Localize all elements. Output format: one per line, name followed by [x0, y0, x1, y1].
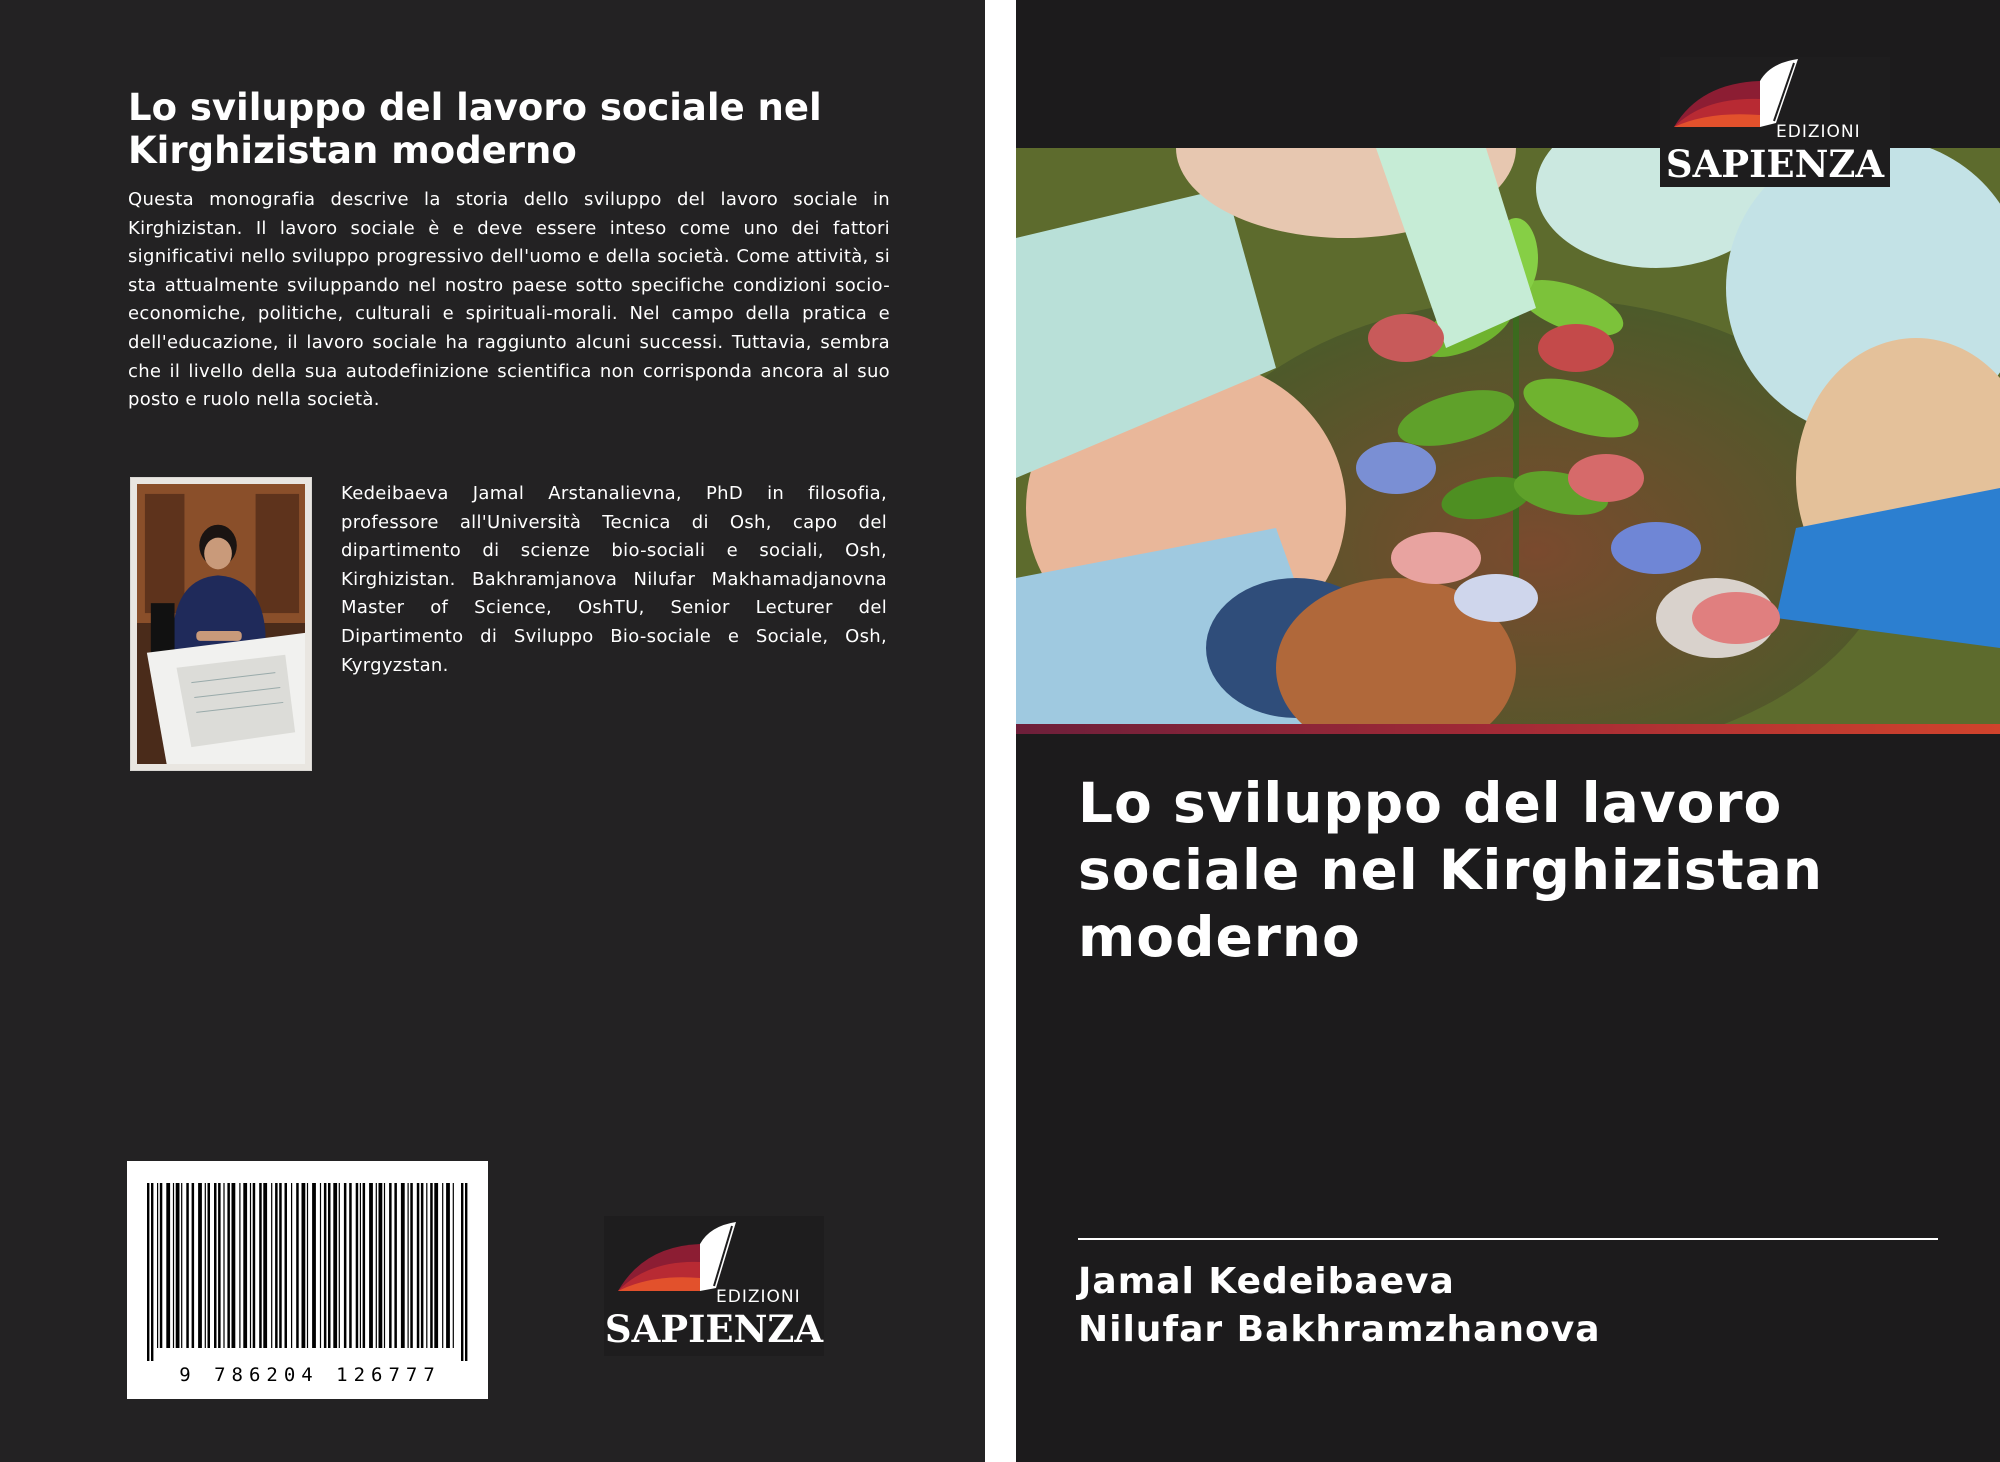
barcode-bar	[356, 1183, 359, 1348]
barcode-bar	[166, 1183, 170, 1348]
barcode-number: 9 786204 126777	[179, 1364, 441, 1386]
barcode-bar	[285, 1183, 288, 1348]
barcode-bar	[302, 1183, 306, 1348]
book-fan-icon	[618, 1222, 736, 1291]
barcode-bar	[339, 1183, 340, 1348]
barcode-bar	[291, 1183, 292, 1348]
author-name: Jamal Kedeibaeva	[1078, 1261, 1455, 1302]
barcode-bar	[147, 1183, 149, 1361]
barcode-bar	[218, 1183, 221, 1348]
barcode-bar	[279, 1183, 282, 1348]
publisher-line2: SAPIENZA	[604, 1307, 824, 1351]
barcode-bar	[363, 1183, 366, 1348]
book-fan-icon	[1674, 59, 1798, 127]
publisher-logo-back	[604, 1216, 824, 1356]
back-cover-description: Questa monografia descrive la storia dello sviluppo del lavoro sociale in Kirghizistan. Il lavoro sociale è e deve essere inteso come uno dei fattori significativi nello sviluppo progressivo dell'uomo e della società. Come attività, si sta attualmente sviluppando nel nostro paese sotto specifiche condizioni socio-economiche, politiche, culturali e spirituali-morali. Nel campo della pratica e dell'educazione, il lavoro sociale ha raggiunto alcuni successi. Tuttavia, sembra che il livello della sua autodefinizione scientifica non corrisponda ancora al suo posto e ruolo nella società.	[128, 189, 890, 411]
barcode-bar	[421, 1183, 424, 1348]
barcode-bar	[239, 1183, 240, 1348]
barcode-bar	[259, 1183, 262, 1348]
barcode-bar	[426, 1183, 427, 1348]
barcode-bar	[417, 1183, 420, 1348]
barcode-bar	[349, 1183, 352, 1348]
barcode-bar	[263, 1183, 267, 1348]
barcode-bar	[186, 1183, 189, 1348]
barcode-bar	[453, 1183, 454, 1348]
back-cover-title: Lo sviluppo del lavoro sociale nel Kirghizistan moderno	[128, 86, 822, 172]
publisher-line1-front: EDIZIONI	[1776, 122, 1861, 142]
publisher-logo-front	[1660, 57, 1890, 187]
barcode-bar	[434, 1183, 438, 1348]
cover-photo	[1016, 148, 2000, 724]
back-cover	[0, 0, 985, 1462]
barcode-bar	[275, 1183, 278, 1348]
barcode-bar	[408, 1183, 409, 1348]
barcode-bar	[250, 1183, 251, 1348]
barcode-bar	[227, 1183, 230, 1348]
barcode	[127, 1161, 488, 1399]
barcode-bar	[205, 1183, 206, 1348]
barcode-bar	[296, 1183, 299, 1348]
barcode-bar	[376, 1183, 377, 1348]
accent-bar	[1016, 724, 2000, 734]
barcode-bar	[160, 1183, 163, 1348]
barcode-bar	[430, 1183, 433, 1348]
barcode-bar	[312, 1183, 316, 1348]
barcode-bar	[461, 1183, 463, 1361]
barcode-bar	[243, 1183, 247, 1348]
barcode-bar	[198, 1183, 202, 1348]
barcode-bar	[320, 1183, 321, 1348]
barcode-bar	[379, 1183, 383, 1348]
barcode-bar	[232, 1183, 236, 1348]
barcode-bar	[360, 1183, 361, 1348]
barcode-bar	[369, 1183, 373, 1348]
front-cover-authors	[1078, 1258, 1938, 1354]
author-name: Nilufar Bakhramzhanova	[1078, 1309, 1601, 1350]
barcode-bar	[307, 1183, 308, 1348]
barcode-bar	[271, 1183, 272, 1348]
author-photo	[130, 477, 312, 771]
barcode-bar	[442, 1183, 443, 1348]
barcode-bar	[394, 1183, 397, 1348]
barcode-bar	[173, 1183, 174, 1348]
barcode-bar	[214, 1183, 217, 1348]
barcode-bar	[324, 1183, 327, 1348]
barcode-bar	[328, 1183, 331, 1348]
barcode-bar	[389, 1183, 392, 1348]
barcode-bar	[333, 1183, 337, 1348]
barcode-bar	[208, 1183, 211, 1348]
barcode-bar	[401, 1183, 405, 1348]
front-cover-title: Lo sviluppo del lavoro sociale nel Kirghizistan moderno	[1078, 771, 1823, 969]
publisher-line2-front: SAPIENZA	[1665, 142, 1885, 186]
barcode-bar	[223, 1183, 224, 1348]
publisher-line1: EDIZIONI	[716, 1287, 801, 1307]
barcode-bar	[176, 1183, 180, 1348]
barcode-bar	[410, 1183, 413, 1348]
barcode-bar	[192, 1183, 195, 1348]
barcode-bar	[151, 1183, 153, 1361]
barcode-bar	[384, 1183, 385, 1348]
barcode-bar	[344, 1183, 347, 1348]
barcode-bar	[253, 1183, 256, 1348]
barcode-bar	[181, 1183, 182, 1348]
barcode-bar	[446, 1183, 450, 1348]
barcode-bar	[465, 1183, 467, 1361]
front-cover-divider	[1078, 1238, 1938, 1240]
barcode-bar	[157, 1183, 158, 1348]
author-bio: Kedeibaeva Jamal Arstanalievna, PhD in filosofia, professore all'Università Tecnica di Osh, capo del dipartimento di scienze bio-sociali e sociali, Osh, Kirghizistan. Bakhramjanova Nilufar Makhamadjanovna Master of Science, OshTU, Senior Lecturer del Dipartimento di Sviluppo Bio-sociale e Sociale, Osh, Kyrgyzstan.	[341, 483, 887, 676]
